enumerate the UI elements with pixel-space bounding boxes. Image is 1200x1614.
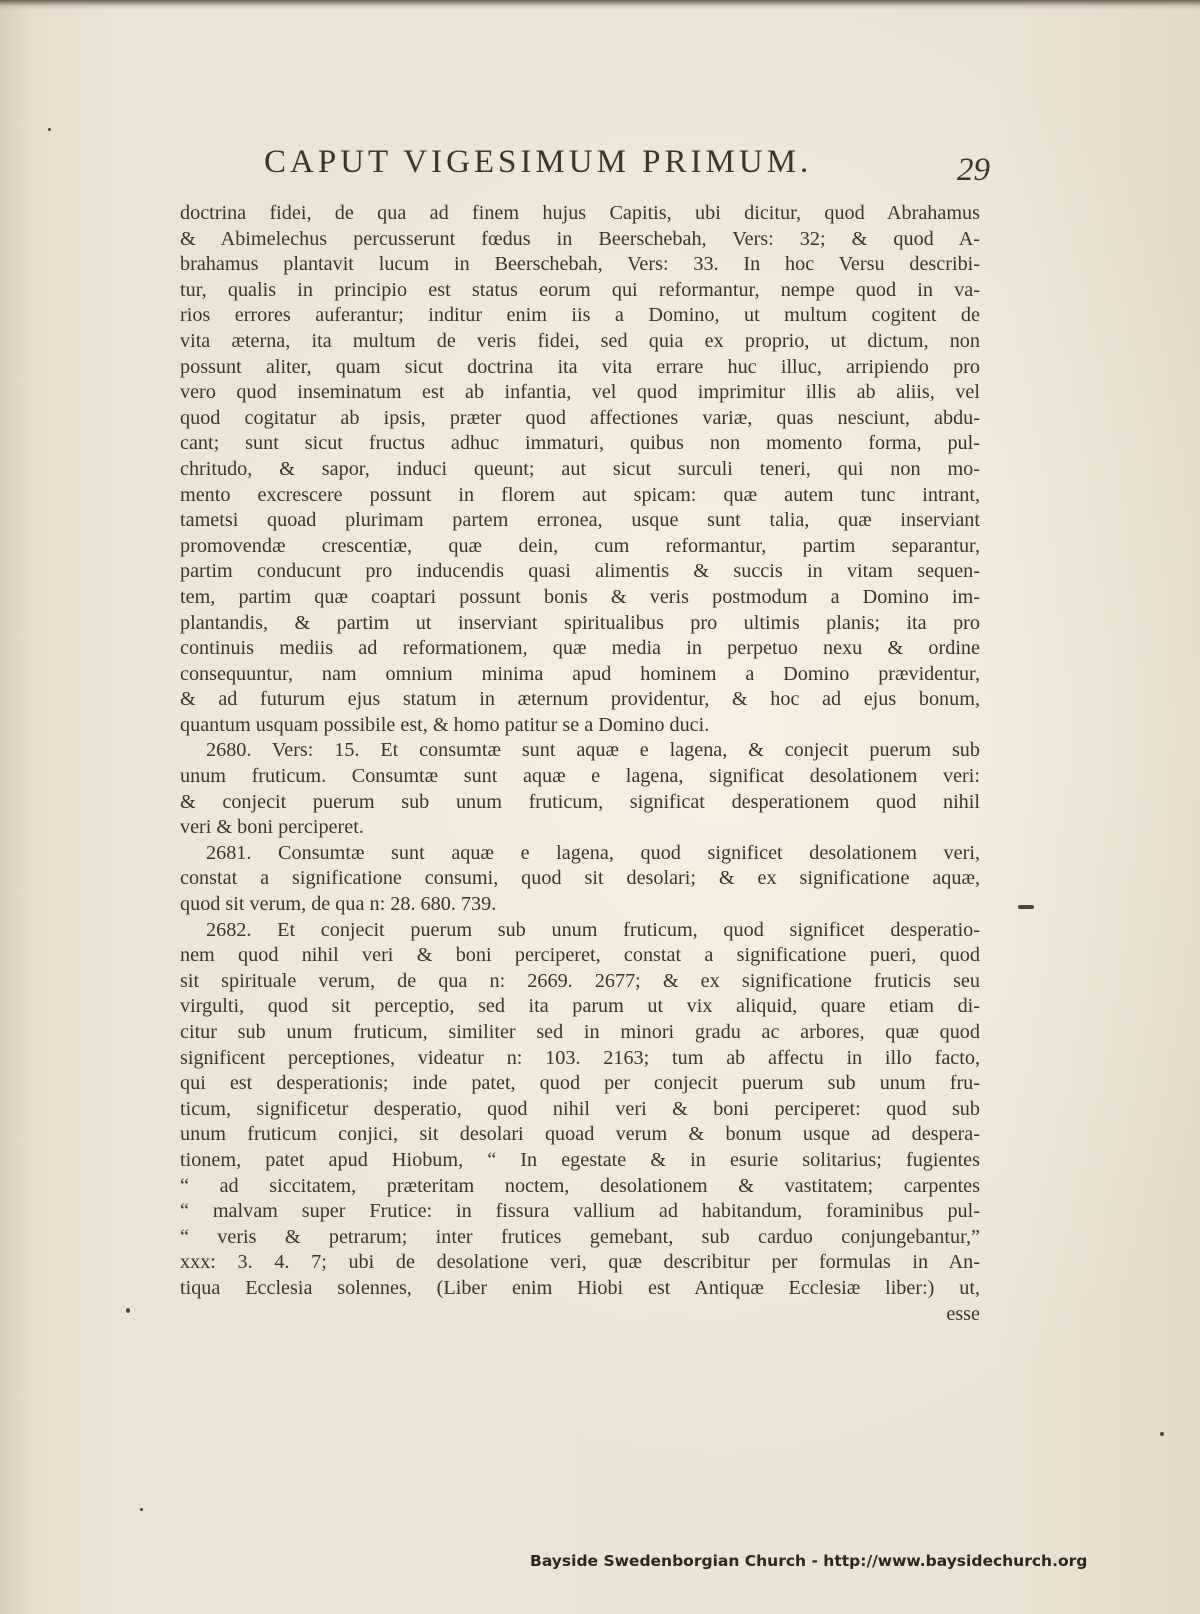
paragraph-2681-start: 2681. Consumtæ sunt aquæ e lagena, quod significet desolationem veri,	[206, 841, 980, 864]
text-line: tiqua Ecclesia solennes, (Liber enim Hiobi est Antiquæ Ecclesiæ liber:) ut,	[180, 1276, 980, 1299]
paper-speck	[126, 1308, 130, 1313]
text-line: continuis mediis ad reformationem, quæ media in perpetuo nexu & ordine	[180, 637, 980, 660]
text-line: & conjecit puerum sub unum fruticum, significat desperationem quod nihil	[180, 790, 980, 813]
text-line: vita æterna, ita multum de veris fidei, sed quia ex proprio, ut dictum, non	[180, 329, 980, 352]
text-line: constat a significatione consumi, quod sit desolari; & ex significatione aquæ,	[180, 867, 980, 890]
paragraph-2680-start: 2680. Vers: 15. Et consumtæ sunt aquæ e lagena, & conjecit puerum sub	[206, 739, 980, 762]
text-line: xxx: 3. 4. 7; ubi de desolatione veri, quæ describitur per formulas in An-	[180, 1251, 980, 1274]
text-line: chritudo, & sapor, induci queunt; aut sicut surculi teneri, qui non mo-	[180, 457, 980, 480]
page-number: 29	[957, 152, 990, 188]
footer-credit: Bayside Swedenborgian Church - http://www.baysidechurch.org	[530, 1552, 1088, 1570]
page-edge-shadow	[0, 0, 1200, 10]
text-line: virgulti, quod sit perceptio, sed ita parum ut vix aliquid, quare etiam di-	[180, 995, 980, 1018]
text-line: brahamus plantavit lucum in Beerschebah, Vers: 33. In hoc Versu describi-	[180, 253, 980, 276]
text-line: promovendæ crescentiæ, quæ dein, cum reformantur, partim separantur,	[180, 534, 980, 557]
text-line: vero quod inseminatum est ab infantia, vel quod imprimitur illis ab aliis, vel	[180, 381, 980, 404]
text-line: quod sit verum, de qua n: 28. 680. 739.	[180, 893, 497, 916]
running-head: CAPUT VIGESIMUM PRIMUM.	[264, 144, 813, 180]
text-line: quod cogitatur ab ipsis, præter quod affectiones variæ, quas nesciunt, abdu-	[180, 406, 980, 429]
body-text	[180, 201, 980, 1327]
text-line: sit spirituale verum, de qua n: 2669. 2677; & ex significatione fruticis seu	[180, 969, 980, 992]
text-line: consequuntur, nam omnium minima apud hominem a Domino prævidentur,	[180, 662, 980, 685]
text-line: unum fruticum. Consumtæ sunt aquæ e lagena, significat desolationem veri:	[180, 765, 980, 788]
text-line: rios errores auferantur; inditur enim iis a Domino, ut multum cogitent de	[180, 304, 980, 327]
text-line: qui est desperationis; inde patet, quod per conjecit puerum sub unum fru-	[180, 1072, 980, 1095]
text-line: quantum usquam possibile est, & homo patitur se a Domino duci.	[180, 713, 710, 736]
text-line: significent perceptiones, videatur n: 103. 2163; tum ab affectu in illo facto,	[180, 1046, 980, 1069]
paper-speck	[140, 1508, 143, 1511]
text-line: ticum, significetur desperatio, quod nihil veri & boni perciperet: quod sub	[180, 1097, 980, 1120]
text-line: “ malvam super Frutice: in fissura vallium ad habitandum, foraminibus pul-	[180, 1200, 980, 1223]
text-line: partim conducunt pro inducendis quasi alimentis & succis in vitam sequen-	[180, 560, 980, 583]
paper-speck	[1018, 905, 1034, 909]
text-line: possunt aliter, quam sicut doctrina ita vita errare huc illuc, arripiendo pro	[180, 355, 980, 378]
text-line: & ad futurum ejus statum in æternum providentur, & hoc ad ejus bonum,	[180, 688, 980, 711]
text-line: cant; sunt sicut fructus adhuc immaturi, quibus non momento forma, pul-	[180, 432, 980, 455]
text-line: nem quod nihil veri & boni perciperet, constat a significatione pueri, quod	[180, 944, 980, 967]
paper-speck	[48, 128, 51, 131]
text-line: tem, partim quæ coaptari possunt bonis & veris postmodum a Domino im-	[180, 585, 980, 608]
catchword: esse	[946, 1302, 980, 1325]
text-line: unum fruticum conjici, sit desolari quoad verum & bonum usque ad despera-	[180, 1123, 980, 1146]
text-line: plantandis, & partim ut inserviant spiritualibus pro ultimis planis; ita pro	[180, 611, 980, 634]
text-line: mento excrescere possunt in florem aut spicam: quæ autem tunc intrant,	[180, 483, 980, 506]
text-line: & Abimelechus percusserunt fœdus in Beerschebah, Vers: 32; & quod A-	[180, 227, 980, 250]
paper-speck	[1160, 1432, 1164, 1436]
text-line: veri & boni perciperet.	[180, 816, 364, 839]
text-line: tametsi quoad plurimam partem erronea, usque sunt talia, quæ inserviant	[180, 509, 980, 532]
text-line: tur, qualis in principio est status eorum qui reformantur, nempe quod in va-	[180, 278, 980, 301]
text-line: citur sub unum fruticum, similiter sed in minori gradu ac arbores, quæ quod	[180, 1021, 980, 1043]
page-header	[240, 138, 990, 198]
paragraph-2682-start: 2682. Et conjecit puerum sub unum fruticum, quod significet desperatio-	[206, 918, 980, 941]
text-line: “ veris & petrarum; inter frutices gemebant, sub carduo conjungebantur,”	[180, 1225, 980, 1248]
text-line: tionem, patet apud Hiobum, “ In egestate & in esurie solitarius; fugientes	[180, 1148, 980, 1171]
text-line: “ ad siccitatem, præteritam noctem, desolationem & vastitatem; carpentes	[180, 1174, 980, 1197]
text-line: doctrina fidei, de qua ad finem hujus Capitis, ubi dicitur, quod Abrahamus	[180, 202, 980, 224]
